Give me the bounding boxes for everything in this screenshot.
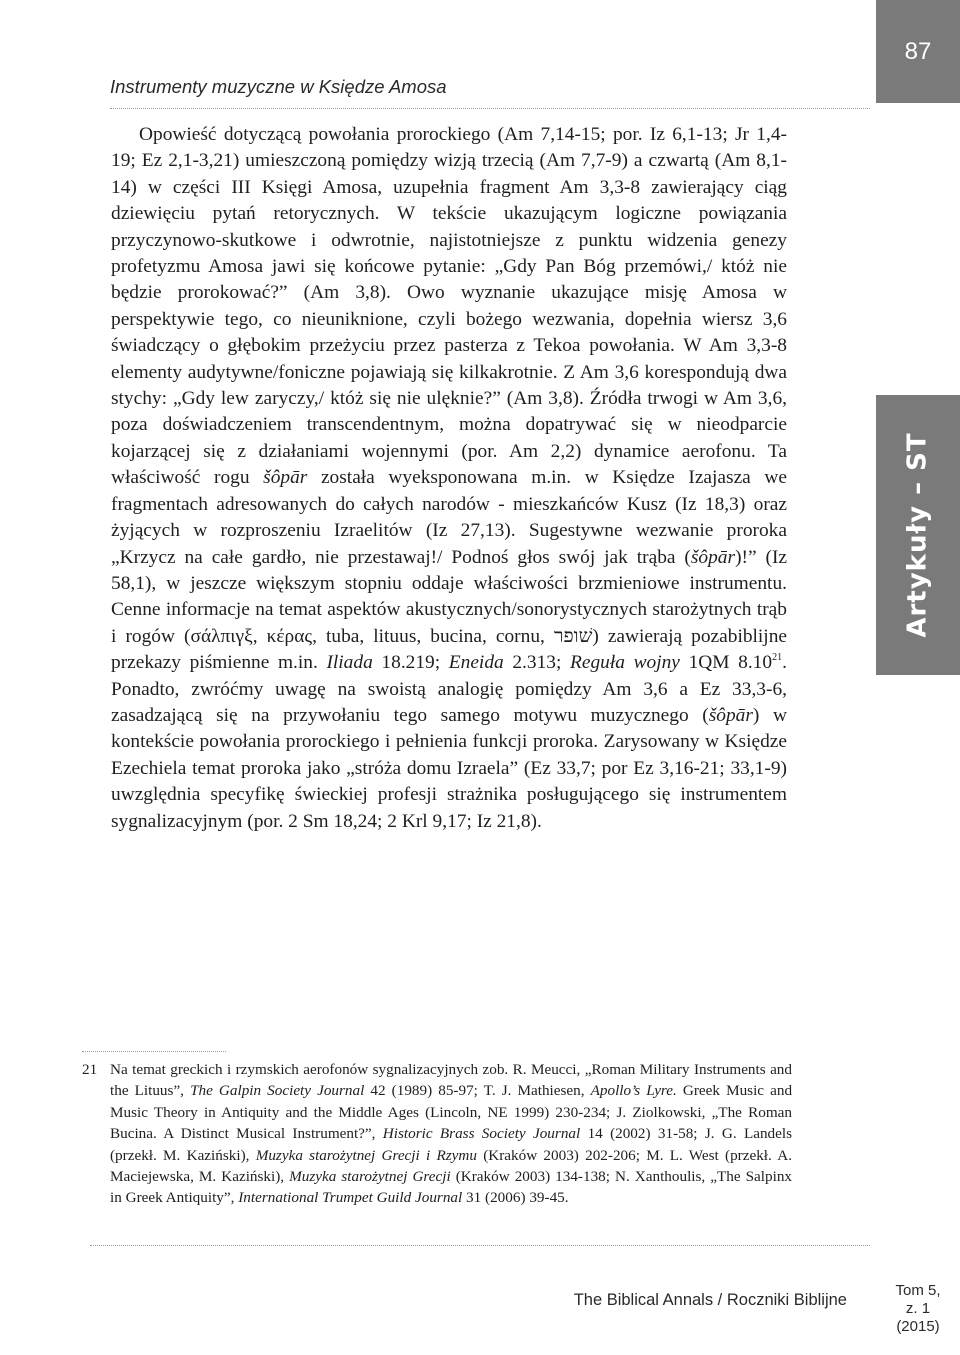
footer-rule: [90, 1245, 870, 1246]
footnote-segment: 14 (2002) 31-58; J. G. Landels (przekł. M. Kaziński),: [110, 1125, 793, 1164]
footnote-title: Apollo’s Lyre.: [590, 1082, 677, 1100]
section-tab-label: Artykuły – ST: [903, 432, 934, 638]
section-tab: [876, 395, 960, 675]
footnote-segment: Greek Music and Music Theory in Antiquity and the Middle Ages (Lincoln, NE 1999) 230-234; J. Ziolkowski, „The Roman Bucina. A Distinct Musical Instrument?”,: [110, 1082, 793, 1143]
footnote-rule: [82, 1051, 226, 1052]
body-text-5: 2.313;: [512, 652, 562, 674]
body-paragraph: [111, 122, 787, 835]
footnote-segment: (Kraków 2003) 202-206; M. L. West (przekł. A. Maciejewska, M. Kaziński),: [110, 1146, 792, 1186]
body-text-4: 18.219;: [381, 652, 441, 674]
footnote: [82, 1059, 792, 1209]
footnote-segment: 31 (2006) 39-45.: [466, 1189, 569, 1207]
footnote-title: The Galpin Society Journal: [190, 1082, 365, 1100]
volume-line: Tom 5,: [895, 1281, 941, 1299]
volume-info: [876, 1262, 960, 1355]
footnote-title: Muzyka starożytnej Grecji: [289, 1168, 451, 1186]
body-text-1: Opowieść dotyczącą powołania prorockiego (Am 7,14-15; por. Iz 6,1-13; Jr 1,4-19; Ez 2,1-3,21) umieszczoną pomiędzy wizją trzecią (Am 7,7-9) a czwartą (Am 8,1-14) w części III Księgi Amosa, uzupełnia fragment Am 3,3-8 zawierający ciąg dziewięciu pytań retorycznych. W tekście ukazującym logiczne powiązania przyczynowo-skutkowe i odwrotnie, najistotniejsze z punktu widzenia genezy profetyzmu Amosa jawi się końcowe pytanie: „Gdy Pan Bóg przemówi,/ któż nie będzie prorokować?” (Am 3,8). Owo wyznanie ukazujące misję Amosa w perspektywie tego, co nieuniknione, czyli bożego wezwania, dopełnia wiersz 3,6 świadczący o głębokim przeżyciu przez pasterza z Tekoa powołania. W Am 3,3-8 elementy audytywne/foniczne pojawiają się kilkakrotnie. Z Am 3,6 korespondują dwa stychy: „Gdy lew zaryczy,/ któż się nie ulęknie?” (Am 3,8). Źródła trwogi w Am 3,6, poza doświadczeniem transcendentnym, można dopatrywać się w nieodparcie kojarzącej się z działaniami wojennymi (por. Am 2,2) dynamice aerofonu. Ta właściwość rogu: [111, 124, 787, 489]
footnote-text: [110, 1059, 792, 1209]
body-text-6: 1QM 8.10: [688, 652, 773, 674]
footnote-segment: 42 (1989) 85-97; T. J. Mathiesen,: [370, 1082, 585, 1100]
footnote-number: 21: [82, 1061, 98, 1078]
journal-title: The Biblical Annals / Roczniki Biblijne: [573, 1291, 847, 1309]
footnote-title: Muzyka starożytnej Grecji i Rzymu: [255, 1146, 477, 1164]
title-iliada: Iliada: [326, 652, 373, 674]
issue-line: z. 1: [905, 1299, 931, 1317]
body-text-8: ) w kontekście powołania prorockiego i pełnienia funkcji proroka. Zarysowany w Księdze Ezechiela temat proroka jako „stróża domu Izraela” (Ez 33,7; por Ez 3,16-21; 33,1-9) uwzględnia specyfikę świeckiej profesji strażnika posługującego się instrumentem sygnalizacyjnym (por. 2 Sm 18,24; 2 Krl 9,17; Iz 21,8).: [111, 704, 787, 832]
footnote-segment: Na temat greckich i rzymskich aerofonów sygnalizacyjnych zob. R. Meucci, „Roman Military Instruments and the Lituus”,: [110, 1061, 792, 1100]
footnote-segment: (Kraków 2003) 134-138; N. Xanthoulis, „The Salpinx in Greek Antiquity”,: [110, 1168, 793, 1207]
term-shofar: šôpār: [690, 546, 736, 568]
term-shofar: šôpār: [263, 467, 308, 489]
header-rule: [110, 108, 870, 109]
footnote-title: Historic Brass Society Journal: [382, 1125, 581, 1143]
year-line: (2015): [896, 1317, 940, 1335]
body-text-3: )!” (Iz 58,1), w jeszcze większym stopniu oddaje właściwości brzmieniowe instrumentu. Cenne informacje na temat aspektów akustycznych/sonorystycznych starożytnych trąb i rogów (σάλπιγξ, κέρας, tuba, lituus, bucina, cornu, שׁופר) zawierają pozabiblijne przekazy piśmienne m.in.: [111, 546, 788, 674]
term-shofar: šôpār: [708, 704, 753, 726]
running-header: Instrumenty muzyczne w Księdze Amosa: [110, 76, 447, 97]
title-regula-wojny: Reguła wojny: [570, 652, 680, 674]
footnote-title: International Trumpet Guild Journal: [238, 1189, 463, 1207]
page-number: 87: [876, 0, 960, 103]
footnote-reference[interactable]: 21: [772, 652, 783, 664]
body-text-2: została wyeksponowana m.in. w Księdze Izajasza we fragmentach adresowanych do całych narodów - mieszkańców Kusz (Iz 18,3) oraz żyjących w rozproszeniu Izraelitów (Iz 27,13). Sugestywne wezwanie proroka „Krzycz na całe gardło, nie przestawaj!/ Podnoś głos swój jak trąba (: [111, 467, 787, 568]
title-eneida: Eneida: [448, 652, 504, 674]
body-text-7: . Ponadto, zwróćmy uwagę na swoistą analogię pomiędzy Am 3,6 a Ez 33,3-6, zasadzającą się na przywołaniu tego samego motywu muzycznego (: [111, 652, 787, 726]
